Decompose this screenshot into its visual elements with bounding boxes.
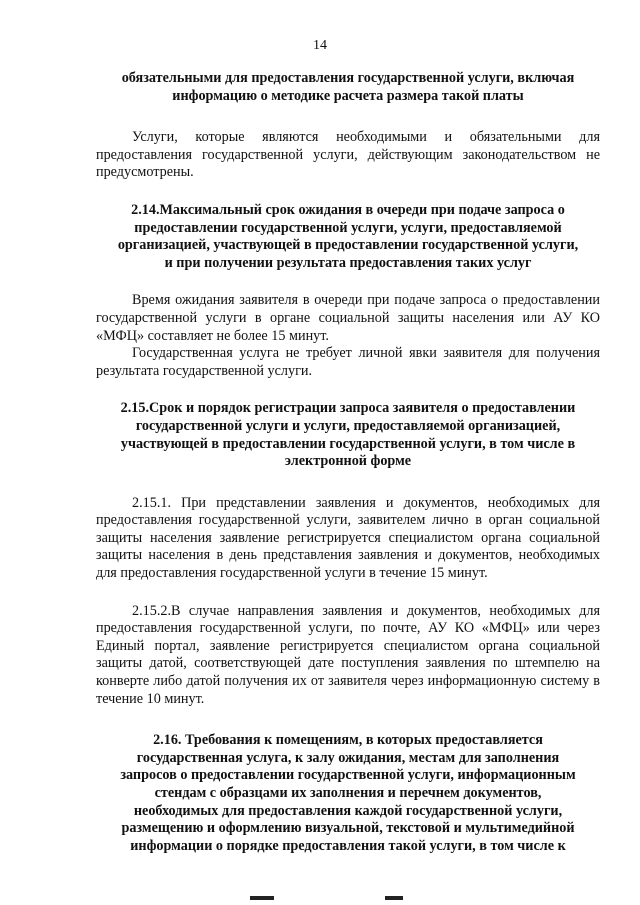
heading-line: 2.14.Максимальный срок ожидания в очереди при подаче запроса о (131, 201, 565, 218)
heading-line: государственная услуга, к залу ожидания, местам для заполнения (136, 749, 560, 766)
scan-artifact-marks (0, 892, 640, 905)
scan-mark (250, 896, 274, 900)
heading-line: стендам с образцами их заполнения и перечнем документов, (154, 785, 542, 801)
section-heading-2-15 (96, 400, 600, 470)
heading-line: и при получении результата предоставления таких услуг (164, 254, 532, 271)
section-heading-2-14 (96, 202, 600, 272)
page-number: 14 (313, 38, 327, 53)
heading-line: размещению и оформлению визуальной, текстовой и мультимедийной (121, 820, 575, 837)
heading-line: 2.15.Срок и порядок регистрации запроса заявителя о предоставлении (120, 400, 576, 417)
heading-line: государственной услуги и услуги, предоставляемой организацией, (135, 417, 561, 434)
document-body (96, 70, 600, 855)
heading-line: запросов о предоставлении государственной услуги, информационным (120, 767, 576, 784)
paragraph-2-15-2: 2.15.2.В случае направления заявления и документов, необходимых для предоставления государственной услуги, по почте, АУ КО «МФЦ» или через Единый портал, заявление регистрируется специалистом органа социальной защиты датой, соответствующей дате поступления заявления по штемпелю на конверте либо датой получения их от заявителя через информационную систему в течение 10 минут. (96, 602, 600, 707)
heading-line: участвующей в предоставлении государственной услуги, в том числе в (120, 435, 576, 452)
heading-line: необходимых для предоставления каждой государственной услуги, (133, 802, 563, 819)
section-heading-fees (96, 70, 600, 105)
paragraph-no-personal-appearance: Государственная услуга не требует личной явки заявителя для получения результата государственной услуги. (96, 345, 600, 379)
heading-line: организацией, участвующей в предоставлении государственной услуги, (117, 237, 579, 254)
heading-line: 2.16. Требования к помещениям, в которых предоставляется (153, 732, 543, 749)
heading-line: информации о порядке предоставления такой услуги, в том числе к (130, 837, 566, 854)
heading-line: электронной форме (284, 453, 412, 470)
paragraph-necessary-services: Услуги, которые являются необходимыми и обязательными для предоставления государственной услуги, действующим законодательством не предусмотрены. (96, 129, 600, 181)
heading-line: предоставлении государственной услуги, услуги, предоставляемой (134, 219, 562, 236)
paragraph-waiting-time: Время ожидания заявителя в очереди при подаче запроса о предоставлении государственной услуги в органе социальной защиты населения или АУ КО «МФЦ» составляет не более 15 минут. (96, 292, 600, 344)
section-heading-2-16 (96, 732, 600, 855)
paragraph-2-15-1: 2.15.1. При представлении заявления и документов, необходимых для предоставления государственной услуги, заявителем лично в орган социальной защиты населения заявление регистрируется специалистом органа социальной защиты населения в день представления заявления и документов, необходимых для предоставления государственной услуги в течение 15 минут. (96, 494, 600, 582)
scan-mark (385, 896, 403, 900)
heading-line: информацию о методике расчета размера такой платы (172, 87, 524, 104)
heading-line: обязательными для предоставления государственной услуги, включая (121, 70, 575, 86)
